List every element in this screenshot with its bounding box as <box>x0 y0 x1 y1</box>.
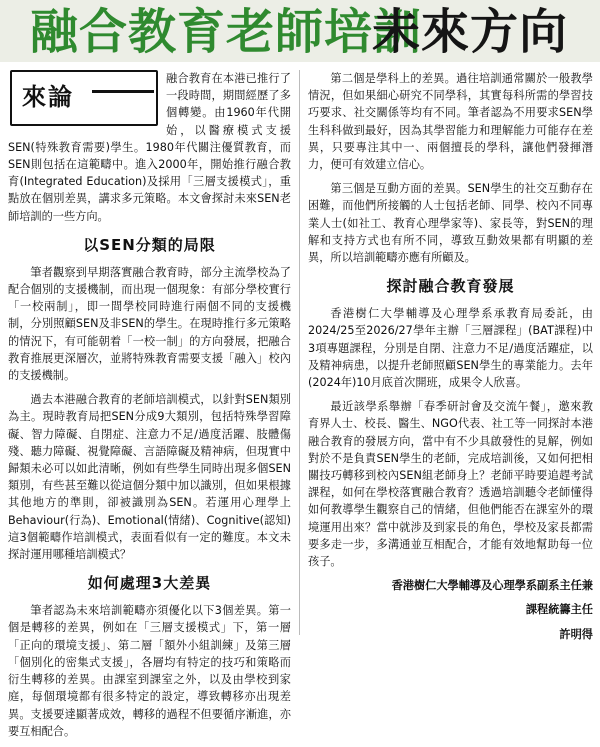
tag-bar <box>92 90 154 93</box>
headline-black: 未來方向 <box>372 4 569 60</box>
column-tag <box>8 70 158 126</box>
section-title-1: 以SEN分類的局限 <box>83 235 216 254</box>
left-column <box>8 70 291 747</box>
section2-paragraph-2: 第二個是學科上的差異。過往培訓通常關於一般教學情況，但如果細心研究不同學科，其實每科所需的學習技巧要求、社交關係等均有不同。筆者認為不用要求SEN學生科科做到最好，因為其學習能力和理解能力可能存在差異，只要專注其中一、兩個擅長的學科，讓他們發揮潛力，便可有效建立信心。 <box>308 72 593 172</box>
signature-line-2: 課程統籌主任 <box>525 603 593 617</box>
right-column <box>308 70 593 650</box>
column-divider <box>299 70 300 635</box>
section1-paragraph-1: 筆者觀察到早期落實融合教育時，部分主流學校為了配合個別的支援機制，而出現一個現象：有部分學校實行「一校兩制」，即一間學校同時進行兩個不同的支援機制，分別照顧SEN及非SEN的學生。在現時推行多元策略的情況下，有可能朝着「一校一制」的方向發展，把融合教育推展更深層次，並將特殊教育需要支援「融入」校內的支援機制。 <box>8 265 291 383</box>
headline-green: 融合教育老師培訓 <box>30 4 423 60</box>
headline <box>0 0 600 62</box>
section3-paragraph-2: 最近該學系舉辦「春季研討會及交流午餐」，邀來教育界人士、校長、醫生、NGO代表、社工等一同探討本港融合教育的發展方向，當中有不少具啟發性的見解，例如對於不是負責SEN學生的老師，完成培訓後，又如何把相關技巧轉移到校內SEN組老師身上？老師平時要追趕考試課程，如何在學校落實融合教育？透過培訓聽令老師懂得如何教導學生觀察自己的情緒，但他們能否在課室外的環境運用出來？當中就涉及到家長的角色，學校及家長都需要多走一步，多溝通並互相配合，才能有效地幫助每一位孩子。 <box>308 400 593 569</box>
section1-paragraph-2: 過去本港融合教育的老師培訓模式，以針對SEN類別為主。現時教育局把SEN分成9大類別，包括特殊學習障礙、智力障礙、自閉症、注意力不足/過度活躍、肢體傷殘、聽力障礙、視覺障礙、言語障礙及精神病，但現實中歸類未必可以如此清晰，例如有些學生同時出現多個SEN類別，有些甚至難以從這個分類中加以識別，但如果根據其他地方的準則，卻被識別為SEN。若運用心理學上Behaviour(行為)、Emotional(情緒)、Cognitive(認知)這3個範疇作培訓模式，表面看似有一定的難度。本文未探討運用哪種培訓模式？ <box>8 393 291 562</box>
section-title-2: 如何處理3大差異 <box>87 574 212 593</box>
section-title-3: 探討融合教育發展 <box>386 277 515 296</box>
section3-paragraph-1: 香港樹仁大學輔導及心理學系承教育局委託，由2024/25至2026/27學年主辦「三層課程」(BAT課程)中3項專題課程，分別是自閉、注意力不足/過度活躍症，以及精神病患，以提升老師照顧SEN學生的專業能力。去年(2024年)10月底首次開班，成果令人欣喜。 <box>308 307 593 390</box>
intro-paragraph: 融合教育在本港已推行了一段時間，期間經歷了多個轉變。由1960年代開始，以醫療模式支援SEN(特殊教育需要)學生。1980年代關注優質教育，而SEN則包括在這範疇中。進入2000年，開始推行融合教育(Integrated Education)及採用「三層支援模式」，重點放在個別差異，講求多元策略。本文會探討未來SEN老師培訓的一些方向。 <box>8 72 291 223</box>
tag-label: 來論 <box>18 80 78 114</box>
section2-paragraph-3: 第三個是互動方面的差異。SEN學生的社交互動存在困難，而他們所接觸的人士包括老師、同學、校內不同專業人士(如社工、教育心理學家等)、家長等，對SEN的理解和支持方式也有所不同，導致互動效果都有明顯的差異，所以培訓範疇亦應有所顧及。 <box>308 182 593 265</box>
signature-name: 許明得 <box>559 627 593 641</box>
section2-paragraph-1: 筆者認為未來培訓範疇亦須優化以下3個差異。第一個是轉移的差異，例如在「三層支援模式」下，第一層「正向的環境支援」、第二層「額外小組訓練」及第三層「個別化的密集式支援」，各層均有特定的技巧和策略而衍生轉移的差異。由課室到課室之外，以及由學校到家庭，每個環境都有很多特定的設定，導致轉移亦出現差異。支援要達顯著成效，轉移的過程不但要循序漸進，亦要互相配合。 <box>8 604 291 738</box>
signature-line-1: 香港樹仁大學輔導及心理學系副系主任兼 <box>391 579 593 593</box>
